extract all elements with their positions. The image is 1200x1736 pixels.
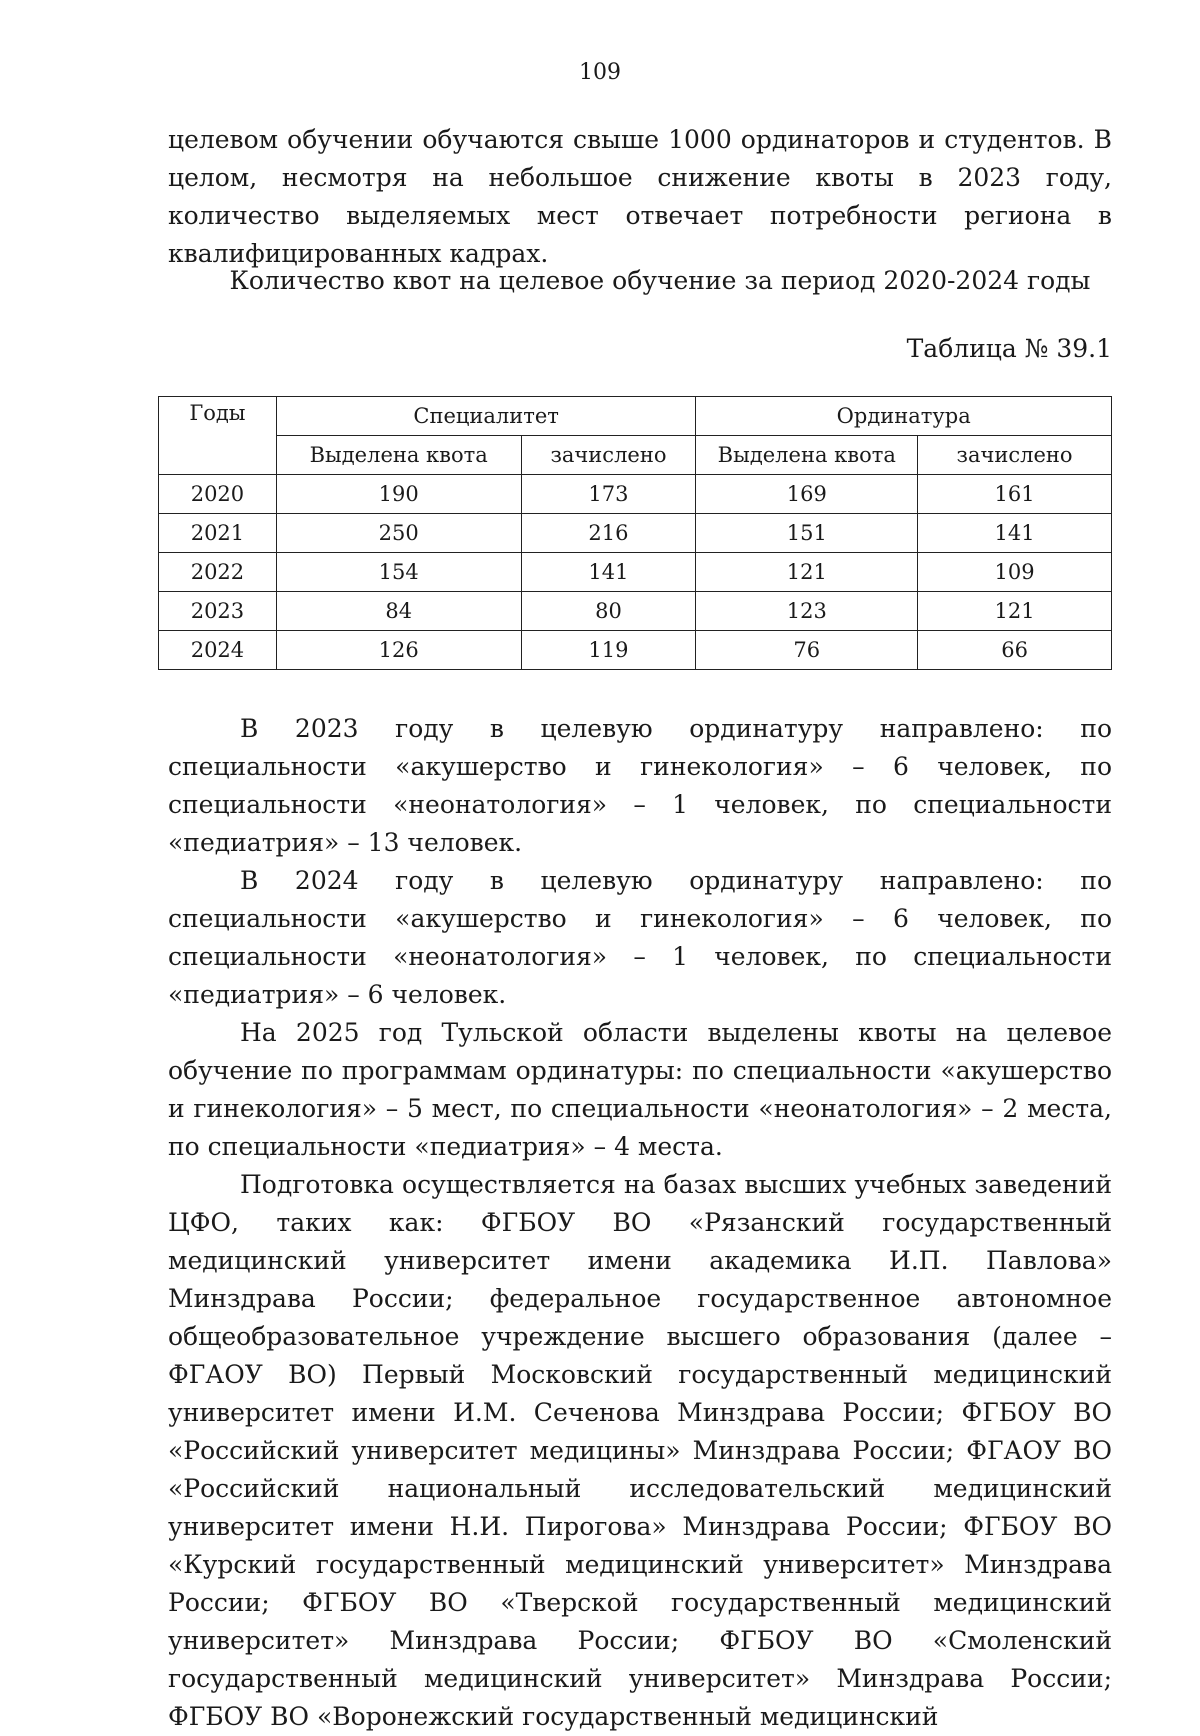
table-row xyxy=(159,553,1112,592)
cell-spec-quota: 84 xyxy=(276,592,521,631)
cell-spec-quota: 190 xyxy=(276,475,521,514)
paragraph-2023: В 2023 году в целевую ординатуру направлено: по специальности «акушерство и гинекология» – 6 человек, по специальности «неонатология» – 1 человек, по специальности «педиатрия» – 13 человек. xyxy=(168,714,1112,857)
table-number: Таблица № 39.1 xyxy=(906,334,1112,363)
table-title: Количество квот на целевое обучение за период 2020-2024 годы xyxy=(229,266,1091,295)
table-row xyxy=(159,514,1112,553)
cell-ord-enrolled: 66 xyxy=(918,631,1112,670)
cell-ord-enrolled: 121 xyxy=(918,592,1112,631)
cell-year: 2020 xyxy=(159,475,277,514)
table-header-row xyxy=(159,397,1112,436)
paragraph-2025: На 2025 год Тульской области выделены квоты на целевое обучение по программам ординатуры: по специальности «акушерство и гинекология» – 5 мест, по специальности «неонатология» – 2 места, по специальности «педиатрия» – 4 места. xyxy=(168,1018,1112,1161)
cell-year: 2021 xyxy=(159,514,277,553)
cell-ord-enrolled: 141 xyxy=(918,514,1112,553)
cell-spec-quota: 126 xyxy=(276,631,521,670)
cell-ord-quota: 151 xyxy=(696,514,918,553)
table-row xyxy=(159,631,1112,670)
cell-ord-enrolled: 109 xyxy=(918,553,1112,592)
cell-spec-enrolled: 173 xyxy=(521,475,696,514)
page-number: 109 xyxy=(579,60,621,85)
subheader-ord-quota: Выделена квота xyxy=(696,436,918,475)
cell-spec-enrolled: 216 xyxy=(521,514,696,553)
subheader-spec-quota: Выделена квота xyxy=(276,436,521,475)
subheader-ord-enrolled: зачислено xyxy=(918,436,1112,475)
cell-ord-quota: 123 xyxy=(696,592,918,631)
cell-year: 2022 xyxy=(159,553,277,592)
subheader-spec-enrolled: зачислено xyxy=(521,436,696,475)
paragraph-universities: Подготовка осуществляется на базах высших учебных заведений ЦФО, таких как: ФГБОУ ВО «Рязанский государственный медицинский университет имени академика И.П. Павлова» Минздрава России; федеральное государственное автономное общеобразовательное учреждение высшего образования (далее – ФГАОУ ВО) Первый Московский государственный медицинский университет имени И.М. Сеченова Минздрава России; ФГБОУ ВО «Российский университет медицины» Минздрава России; ФГАОУ ВО «Российский национальный исследовательский медицинский университет имени Н.И. Пирогова» Минздрава России; ФГБОУ ВО «Курский государственный медицинский университет» Минздрава России; ФГБОУ ВО «Тверской государственный медицинский университет» Минздрава России; ФГБОУ ВО «Смоленский государственный медицинский университет» Минздрава России; ФГБОУ ВО «Воронежский государственный медицинский xyxy=(168,1170,1112,1731)
table-row xyxy=(159,592,1112,631)
cell-year: 2024 xyxy=(159,631,277,670)
cell-spec-enrolled: 80 xyxy=(521,592,696,631)
table-row xyxy=(159,475,1112,514)
cell-spec-quota: 154 xyxy=(276,553,521,592)
table-subheader-row xyxy=(159,436,1112,475)
cell-spec-quota: 250 xyxy=(276,514,521,553)
cell-year: 2023 xyxy=(159,592,277,631)
intro-section xyxy=(168,121,1112,273)
body-section xyxy=(168,710,1112,1736)
quota-table xyxy=(158,396,1112,670)
cell-ord-quota: 121 xyxy=(696,553,918,592)
header-years: Годы xyxy=(159,397,277,475)
intro-paragraph: целевом обучении обучаются свыше 1000 ординаторов и студентов. В целом, несмотря на небольшое снижение квоты в 2023 году, количество выделяемых мест отвечает потребности региона в квалифицированных кадрах. xyxy=(168,125,1112,268)
cell-ord-enrolled: 161 xyxy=(918,475,1112,514)
cell-ord-quota: 76 xyxy=(696,631,918,670)
paragraph-2024: В 2024 году в целевую ординатуру направлено: по специальности «акушерство и гинекология» – 6 человек, по специальности «неонатология» – 1 человек, по специальности «педиатрия» – 6 человек. xyxy=(168,866,1112,1009)
cell-spec-enrolled: 141 xyxy=(521,553,696,592)
header-ordinatura: Ординатура xyxy=(696,397,1112,436)
cell-spec-enrolled: 119 xyxy=(521,631,696,670)
header-specialitet: Специалитет xyxy=(276,397,696,436)
cell-ord-quota: 169 xyxy=(696,475,918,514)
